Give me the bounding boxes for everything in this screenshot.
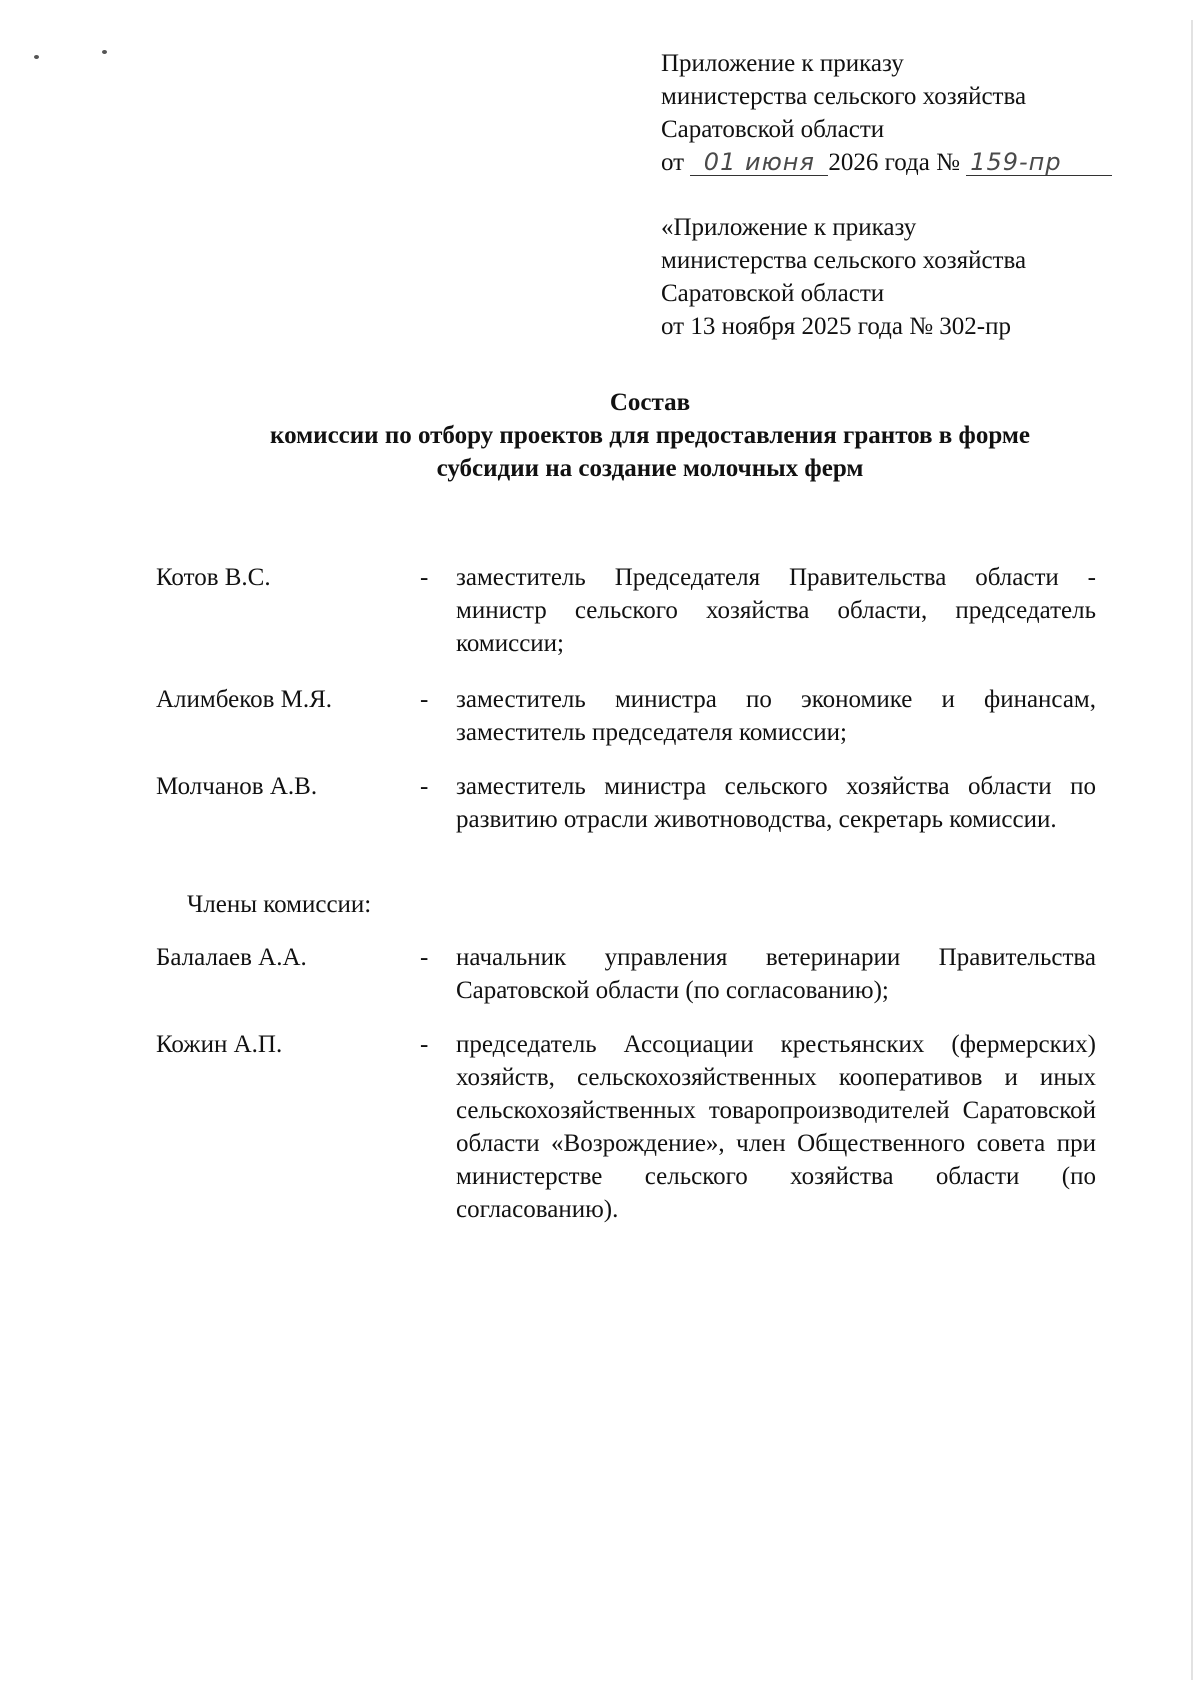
member-name: Котов В.С.	[156, 564, 271, 591]
member-dash: -	[420, 1031, 429, 1058]
title-line: Состав	[609, 389, 691, 416]
handwritten-order-number: 159-пр	[966, 149, 1112, 176]
member-dash: -	[420, 686, 429, 713]
member-name: Молчанов А.В.	[156, 773, 318, 800]
member-dash: -	[420, 773, 429, 800]
previous-order-line: от 13 ноября 2025 года № 302-пр	[661, 313, 1011, 340]
header-line: Приложение к приказу	[661, 50, 904, 77]
scan-speck	[34, 55, 39, 59]
member-dash: -	[420, 944, 429, 971]
header-line: министерства сельского хозяйства	[661, 83, 1027, 110]
member-name: Балалаев А.А.	[156, 944, 307, 971]
scan-edge-line	[1191, 20, 1193, 1680]
date-prefix: от	[661, 149, 691, 176]
previous-order-header	[661, 211, 1026, 343]
header-line: Саратовской области	[661, 116, 885, 143]
previous-order-line: «Приложение к приказу	[661, 214, 917, 241]
previous-order-line: министерства сельского хозяйства	[661, 247, 1027, 274]
member-description: председатель Ассоциации крестьянских (фермерских) хозяйств, сельскохозяйственных кооперативов и иных сельскохозяйственных товаропроизводителей Саратовской области «Возрождение», член Общественного совета при министерстве сельского хозяйства области (по согласованию).	[456, 1031, 1096, 1223]
members-section-label: Члены комиссии:	[187, 891, 372, 918]
member-description: заместитель Председателя Правительства области - министр сельского хозяйства области, председатель комиссии;	[456, 564, 1096, 657]
title-line: субсидии на создание молочных ферм	[436, 455, 864, 482]
date-year-text: 2026 года №	[828, 149, 967, 176]
member-description: начальник управления ветеринарии Правительства Саратовской области (по согласованию);	[456, 944, 1096, 1004]
appendix-header	[661, 47, 1112, 179]
member-dash: -	[420, 564, 429, 591]
document-title	[150, 386, 1150, 485]
handwritten-date: 01 июня	[690, 149, 828, 176]
member-description: заместитель министра сельского хозяйства области по развитию отрасли животноводства, секретарь комиссии.	[456, 773, 1096, 833]
member-description: заместитель министра по экономике и финансам, заместитель председателя комиссии;	[456, 686, 1096, 746]
member-name: Кожин А.П.	[156, 1031, 283, 1058]
member-name: Алимбеков М.Я.	[156, 686, 333, 713]
header-date-line	[661, 146, 1112, 179]
title-line: комиссии по отбору проектов для предоставления грантов в форме	[270, 422, 1030, 449]
previous-order-line: Саратовской области	[661, 280, 885, 307]
scan-speck	[102, 50, 107, 54]
